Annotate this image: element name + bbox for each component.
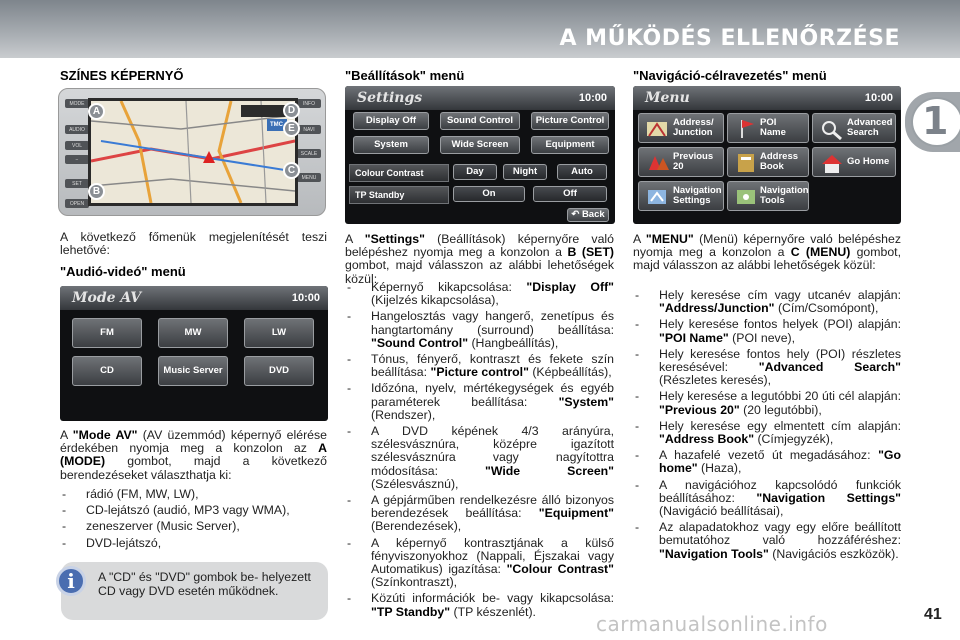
av-text-part: A <box>60 428 73 442</box>
callout-badge-c: C <box>283 162 300 179</box>
back-arrow-icon: ↶ <box>571 209 582 220</box>
list-item-text: (Haza), <box>697 461 742 476</box>
list-item-text: A DVD képének 4/3 arányúra, szélesvásznúra, középre igazított szélesvásznúra vagy nagyítottra módosítása: <box>371 424 614 478</box>
poi-name-label: POI Name <box>760 117 786 138</box>
tp-standby-on-option[interactable]: On <box>453 186 525 202</box>
list-item-text: (20 legutóbbi), <box>739 402 822 417</box>
unit-button-navi: NAVI <box>297 125 321 134</box>
previous-20-button[interactable] <box>638 147 724 177</box>
settings-intro-bold: "Settings" <box>364 232 425 246</box>
nav-screen-title: Menu <box>645 90 690 106</box>
address-junction-label: Address/ Junction <box>673 117 714 138</box>
navigation-tools-button[interactable] <box>727 181 809 211</box>
list-item-text: (Hangbeállítás), <box>468 335 559 350</box>
callout-badge-e: E <box>283 120 300 137</box>
unit-button-set: SET <box>65 179 89 188</box>
tp-standby-label: TP Standby <box>349 186 449 204</box>
contrast-day-option[interactable]: Day <box>453 164 497 180</box>
list-item-text: (POI neve), <box>728 330 796 345</box>
list-item-text: (Színkontraszt), <box>371 575 458 590</box>
unit-button-minus: − <box>65 155 89 164</box>
unit-button-info: INFO <box>297 99 321 108</box>
list-item-text: Hely keresése fontos helyek (POI) alapján: <box>659 317 901 332</box>
list-item-keyword: "Wide Screen" <box>485 463 615 478</box>
page-number: 41 <box>924 606 942 623</box>
list-item <box>633 449 901 475</box>
list-item-text: (Navigációs eszközök). <box>768 546 899 561</box>
av-dvd-button[interactable]: DVD <box>244 356 314 386</box>
list-item-text: Képernyő kikapcsolása: <box>371 280 527 294</box>
list-item-text: A hazafelé vezető út megadásához: <box>659 448 879 463</box>
list-item-keyword: "Picture control" <box>430 365 529 380</box>
av-mode-screen <box>60 286 328 421</box>
list-item <box>345 353 614 379</box>
list-item-text: (Navigáció beállításai), <box>659 504 784 519</box>
section-title-audio-video: "Audió-videó" menü <box>60 264 186 279</box>
unit-button-vol: VOL <box>65 141 89 150</box>
list-item-keyword: "Navigation Tools" <box>659 546 769 561</box>
list-item <box>633 318 901 344</box>
tp-standby-off-option[interactable]: Off <box>533 186 607 202</box>
list-item-text: A gépjárműben rendelkezésre álló bizonyos berendezések beállítása: <box>371 493 614 521</box>
navigation-map-display <box>88 98 298 206</box>
watermark: carmanualsonline.info <box>596 612 828 636</box>
wide-screen-button[interactable]: Wide Screen <box>440 136 520 154</box>
list-item-text: Hely keresése fontos hely (POI) részletes keresésével: <box>659 346 901 375</box>
address-book-label: Address Book <box>760 151 799 172</box>
list-item-text: Hely keresése egy elmentett cím alapján: <box>659 418 901 433</box>
unit-button-open: OPEN <box>65 199 89 208</box>
contrast-auto-option[interactable]: Auto <box>557 164 607 180</box>
list-item <box>633 479 901 519</box>
list-item-text: (Kijelzés kikapcsolása), <box>371 293 499 308</box>
list-item-text: Hangelosztás vagy hangerő, zenetípus és hangtartomány (surround) beállítása: <box>371 309 614 337</box>
list-item <box>345 592 614 618</box>
list-item-text: Időzóna, nyelv, mértékegységek és egyéb paraméterek beállítása: <box>371 381 614 409</box>
section-title-settings: "Beállítások" menü <box>345 68 465 83</box>
navigation-settings-label: Navigation Settings <box>673 185 722 206</box>
picture-control-button[interactable]: Picture Control <box>531 112 609 130</box>
advanced-search-label: Advanced Search <box>847 117 893 138</box>
list-item-text: Közúti információk be- vagy kikapcsolása: <box>371 591 614 606</box>
settings-screen-titlebar <box>345 86 615 110</box>
list-item: - zeneszerver (Music Server), <box>60 520 327 533</box>
section-title-navigation: "Navigáció-célravezetés" menü <box>633 68 827 83</box>
list-item: - CD-lejátszó (audió, MP3 vagy WMA), <box>60 504 327 517</box>
av-text-part: gombot, majd a következő berendezéseket választhatja ki: <box>60 454 327 482</box>
list-item-text: (Cím/Csomópont), <box>774 301 879 316</box>
av-screen-titlebar <box>60 286 328 310</box>
system-button[interactable]: System <box>353 136 429 154</box>
list-item-text: Hely keresése cím vagy utcanév alapján: <box>659 288 901 302</box>
list-item <box>633 390 901 416</box>
nav-intro-part: (Menü) képernyőre való belépéshez nyomja meg a konzolon a <box>633 232 901 260</box>
av-screen-title: Mode AV <box>72 290 142 306</box>
previous-destinations-icon <box>643 150 673 176</box>
av-text-bold: A (MODE) <box>60 441 327 469</box>
sound-control-button[interactable]: Sound Control <box>440 112 520 130</box>
nav-intro-bold: "MENU" <box>645 232 694 246</box>
av-screen-clock: 10:00 <box>291 292 320 304</box>
av-music-server-button[interactable]: Music Server <box>158 356 228 386</box>
navigation-settings-icon <box>643 184 673 210</box>
list-item <box>633 521 901 561</box>
nav-intro-part: gombot, majd válasszon az alábbi lehetőségek közül: <box>633 245 902 273</box>
settings-screen-title: Settings <box>357 90 423 106</box>
list-item <box>345 425 614 491</box>
av-sources-list <box>60 488 327 553</box>
av-mw-button[interactable]: MW <box>158 318 228 348</box>
navigation-options-list <box>633 289 901 564</box>
list-item-keyword: "Go home" <box>659 448 901 476</box>
list-item-text: Tónus, fényerő, kontraszt és fekete szín beállítása: <box>371 352 614 380</box>
section-title-colour-screen: SZÍNES KÉPERNYŐ <box>60 68 184 83</box>
settings-options-list <box>345 281 614 622</box>
map-roads-graphic <box>91 101 295 203</box>
list-item-keyword: "TP Standby" <box>371 604 451 619</box>
list-item <box>633 420 901 446</box>
unit-button-audio: AUDIO <box>65 125 89 134</box>
contrast-night-option[interactable]: Night <box>503 164 547 180</box>
callout-badge-d: D <box>283 102 300 119</box>
col1-intro: A következő főmenük megjelenítését teszi lehetővé: <box>60 230 327 258</box>
poi-name-button[interactable] <box>727 113 809 143</box>
list-item-keyword: "Equipment" <box>538 506 614 521</box>
list-item-text: (Képbeállítás), <box>528 365 612 380</box>
list-item: - rádió (FM, MW, LW), <box>60 488 327 501</box>
list-item <box>633 289 901 315</box>
back-button[interactable] <box>567 208 609 222</box>
av-description <box>60 429 327 482</box>
navigation-menu-screen <box>633 86 901 224</box>
back-button-label: Back <box>581 209 605 220</box>
nav-screen-titlebar <box>633 86 901 110</box>
list-item-text: (Címjegyzék), <box>754 432 834 447</box>
unit-button-scale: SCALE <box>297 149 321 158</box>
settings-intro <box>345 233 614 286</box>
settings-intro-part: (Beállítások) képernyőre való belépéshez nyomja meg a konzolon a <box>345 232 614 260</box>
list-item-keyword: "Sound Control" <box>371 335 469 350</box>
colour-contrast-label: Colour Contrast <box>349 164 449 182</box>
page-title: A MŰKÖDÉS ELLENŐRZÉSE <box>559 26 900 51</box>
av-cd-button[interactable]: CD <box>72 356 142 386</box>
callout-badge-a: A <box>88 103 105 120</box>
list-item <box>345 382 614 422</box>
settings-intro-part: gombot, majd válasszon az alábbi lehetőségek közül: <box>345 258 614 286</box>
chapter-number: 1 <box>922 99 949 143</box>
list-item-text: (Részletes keresés), <box>659 373 772 388</box>
address-book-icon <box>732 150 762 176</box>
display-off-button[interactable]: Display Off <box>353 112 429 130</box>
list-item-keyword: "System" <box>558 394 614 409</box>
navigation-tools-label: Navigation Tools <box>760 185 809 206</box>
list-item-keyword: "Colour Contrast" <box>506 562 614 577</box>
list-item-text: Az alapadatokhoz vagy egy előre beállított bemutatóhoz való hozzáféréshez: <box>659 520 901 548</box>
list-item-keyword: "Advanced Search" <box>758 360 901 375</box>
settings-intro-part: A <box>345 232 365 246</box>
page-header <box>0 0 960 58</box>
home-icon <box>817 150 847 176</box>
list-item-text: (Rendszer), <box>371 407 436 422</box>
list-item <box>633 348 901 388</box>
nav-intro-part: A <box>633 232 646 246</box>
navigation-intro <box>633 233 901 273</box>
settings-screen-clock: 10:00 <box>578 92 607 104</box>
callout-badge-b: B <box>88 183 105 200</box>
previous-20-label: Previous 20 <box>673 151 714 172</box>
map-tmc-label: TMC <box>270 122 283 128</box>
info-icon: i <box>56 566 86 596</box>
list-item-keyword: "Address/Junction" <box>659 301 775 316</box>
nav-screen-clock: 10:00 <box>864 92 893 104</box>
poi-flag-icon <box>732 116 762 142</box>
list-item-text: Hely keresése a legutóbbi 20 úti cél alapján: <box>659 389 901 404</box>
nav-intro-bold: C (MENU) <box>790 245 851 260</box>
list-item-keyword: "Address Book" <box>659 432 755 447</box>
av-fm-button[interactable]: FM <box>72 318 142 348</box>
navigation-settings-button[interactable] <box>638 181 724 211</box>
go-home-button[interactable] <box>812 147 896 177</box>
list-item-text: (Szélesvásznú), <box>371 476 459 491</box>
list-item-keyword: "POI Name" <box>659 330 729 345</box>
list-item-keyword: "Navigation Settings" <box>756 490 901 505</box>
av-text-bold: "Mode AV" <box>72 428 138 442</box>
settings-intro-bold: B (SET) <box>567 245 614 260</box>
list-item-text: A képernyő kontrasztjának a külső fényviszonyokhoz (Nappali, Éjszakai vagy Automatikus) igazítása: <box>371 535 614 577</box>
address-junction-button[interactable] <box>638 113 724 143</box>
list-item-text: (Berendezések), <box>371 519 462 534</box>
settings-screen <box>345 86 615 224</box>
av-text-part: (AV üzemmód) képernyő elérése érdekében nyomja meg a konzolon az <box>60 428 327 456</box>
go-home-label: Go Home <box>847 156 890 167</box>
unit-button-mode: MODE <box>65 99 89 108</box>
equipment-button[interactable]: Equipment <box>531 136 609 154</box>
navigation-tools-icon <box>732 184 762 210</box>
list-item <box>345 310 614 350</box>
unit-button-menu: MENU <box>297 173 321 182</box>
list-item: - DVD-lejátszó, <box>60 537 327 550</box>
list-item <box>345 494 614 534</box>
list-item-keyword: "Previous 20" <box>659 402 740 417</box>
advanced-search-button[interactable] <box>812 113 896 143</box>
advanced-search-icon <box>817 116 847 142</box>
list-item-text: (TP készenlét). <box>450 604 536 619</box>
address-junction-icon <box>643 116 673 142</box>
info-text: A "CD" és "DVD" gombok be- helyezett CD vagy DVD esetén működnek. <box>98 570 311 598</box>
list-item <box>345 281 614 307</box>
list-item-keyword: "Display Off" <box>526 280 614 294</box>
list-item-text: A navigációhoz kapcsolódó funkciók beállításához: <box>659 477 901 505</box>
av-lw-button[interactable]: LW <box>244 318 314 348</box>
list-item <box>345 537 614 590</box>
address-book-button[interactable] <box>727 147 809 177</box>
